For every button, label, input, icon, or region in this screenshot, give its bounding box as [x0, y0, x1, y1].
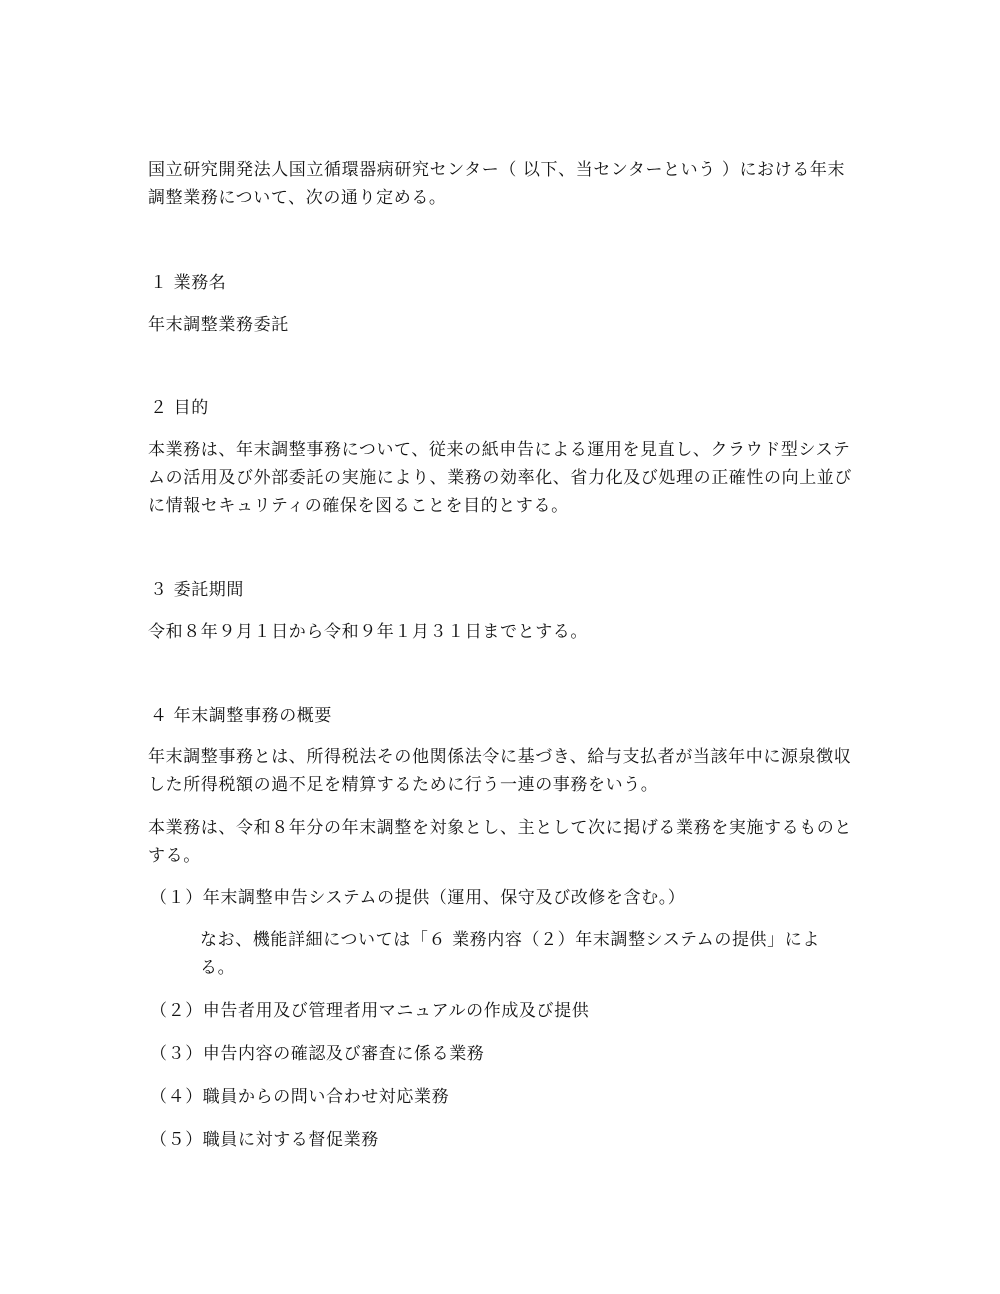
section-1-body: 年末調整業務委託 [148, 315, 289, 335]
section-4-heading: ４ 年末調整事務の概要 [150, 706, 333, 726]
list-item-4: （４）職員からの問い合わせ対応業務 [150, 1087, 450, 1107]
list-item-1: （１）年末調整申告システムの提供（運用、保守及び改修を含む。） [150, 888, 686, 908]
list-item-5: （５）職員に対する督促業務 [150, 1130, 379, 1150]
list-item-3: （３）申告内容の確認及び審査に係る業務 [150, 1044, 485, 1064]
section-3-heading: ３ 委託期間 [150, 580, 245, 600]
section-2-body: 本業務は、年末調整事務について、従来の紙申告による運用を見直し、クラウド型システムの活用及び外部委託の実施により、業務の効率化、省力化及び処理の正確性の向上並びに情報セキュリティの確保を図ることを目的とする。 [148, 440, 852, 516]
section-1-heading: １ 業務名 [150, 273, 227, 293]
section-2-heading: ２ 目的 [150, 398, 209, 418]
list-item-2: （２）申告者用及び管理者用マニュアルの作成及び提供 [150, 1001, 590, 1021]
section-4-body-1: 年末調整事務とは、所得税法その他関係法令に基づき、給与支払者が当該年中に源泉徴収した所得税額の過不足を精算するために行う一連の事務をいう。 [148, 747, 852, 795]
section-4-body-2: 本業務は、令和８年分の年末調整を対象とし、主として次に掲げる業務を実施するものとする。 [148, 818, 852, 866]
list-item-1-note: なお、機能詳細については「６ 業務内容（２）年末調整システムの提供」による。 [200, 930, 820, 978]
section-3-body: 令和８年９月１日から令和９年１月３１日までとする。 [148, 622, 588, 642]
intro-paragraph: 国立研究開発法人国立循環器病研究センター（ 以下、当センターという ）における年末調整業務について、次の通り定める。 [148, 160, 846, 208]
